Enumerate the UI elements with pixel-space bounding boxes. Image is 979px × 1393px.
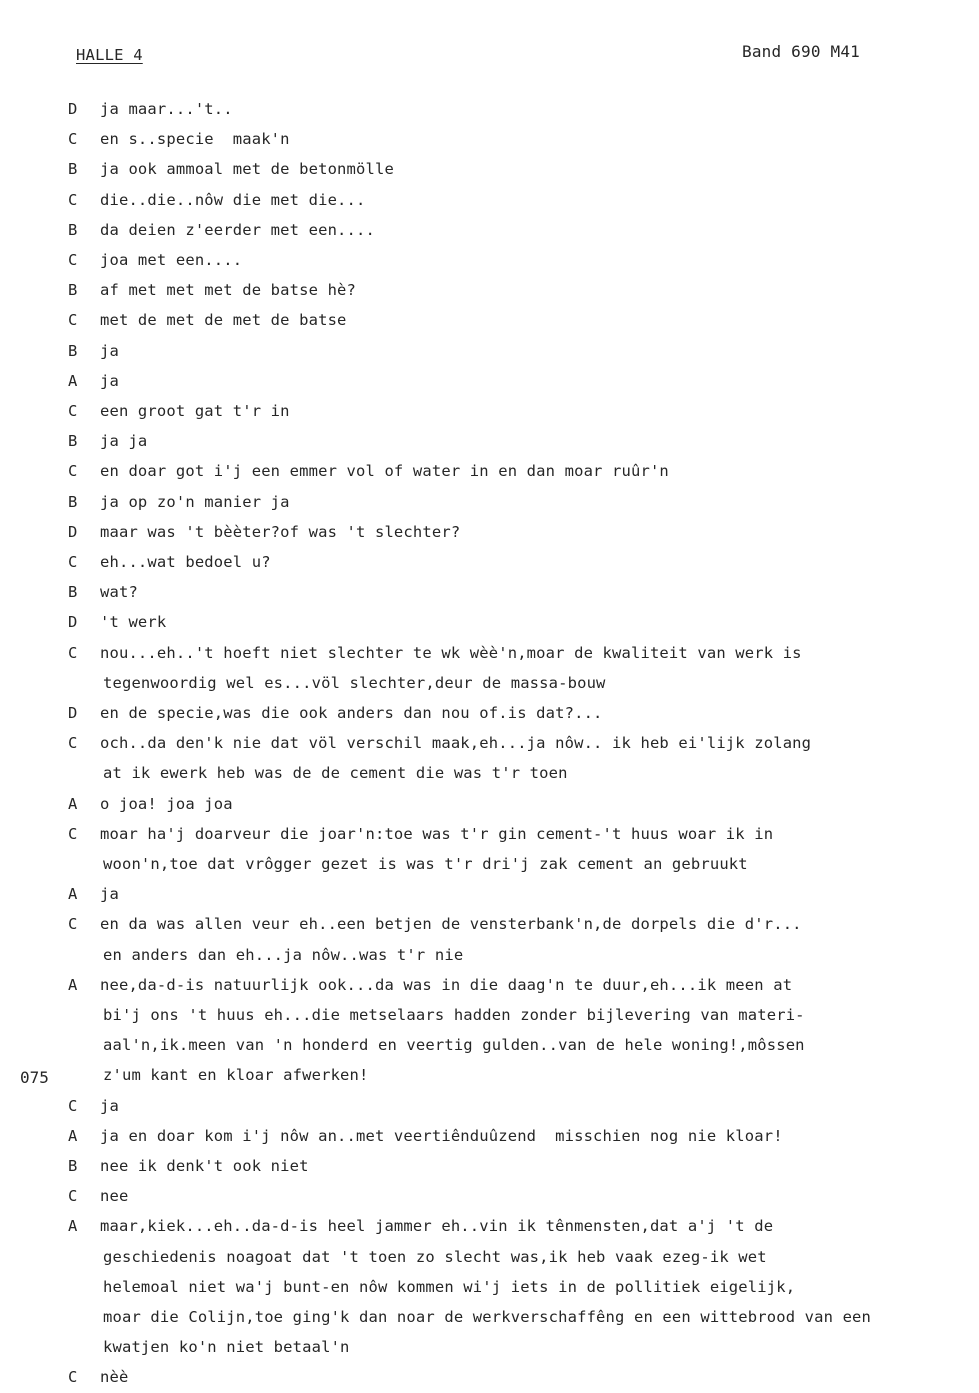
speaker-label: C (68, 915, 78, 933)
transcript-line (0, 523, 979, 553)
transcript-line (0, 1187, 979, 1217)
transcript-line (0, 1006, 979, 1036)
utterance-text: ja (100, 372, 119, 390)
utterance-text: ja op zo'n manier ja (100, 493, 290, 511)
speaker-label: B (68, 342, 78, 360)
utterance-text: wat? (100, 583, 138, 601)
utterance-text: kwatjen ko'n niet betaal'n (103, 1338, 350, 1356)
transcript-line (0, 1278, 979, 1308)
speaker-label: D (68, 704, 78, 722)
utterance-text: joa met een.... (100, 251, 243, 269)
utterance-text: nèè (100, 1368, 129, 1386)
transcript-line (0, 1368, 979, 1393)
utterance-text: nee ik denk't ook niet (100, 1157, 309, 1175)
transcript-line (0, 583, 979, 613)
utterance-text: met de met de met de batse (100, 311, 347, 329)
transcript-line (0, 1248, 979, 1278)
utterance-text: aal'n,ik.meen van 'n honderd en veertig gulden..van de hele woning!,môssen (103, 1036, 805, 1054)
speaker-label: D (68, 100, 78, 118)
utterance-text: ja (100, 1097, 119, 1115)
utterance-text: eh...wat bedoel u? (100, 553, 271, 571)
utterance-text: ja ook ammoal met de betonmölle (100, 160, 394, 178)
speaker-label: B (68, 281, 78, 299)
transcript-line (0, 372, 979, 402)
utterance-text: en doar got i'j een emmer vol of water in en dan moar ruûr'n (100, 462, 669, 480)
transcript-line (0, 644, 979, 674)
speaker-label: C (68, 462, 78, 480)
transcript-line (0, 946, 979, 976)
speaker-label: C (68, 402, 78, 420)
utterance-text: woon'n,toe dat vrôgger gezet is was t'r dri'j zak cement an gebruukt (103, 855, 748, 873)
speaker-label: C (68, 1097, 78, 1115)
transcript-line (0, 432, 979, 462)
speaker-label: C (68, 1187, 78, 1205)
speaker-label: C (68, 191, 78, 209)
utterance-text: ja ja (100, 432, 148, 450)
utterance-text: z'um kant en kloar afwerken! (103, 1066, 369, 1084)
transcript-line (0, 462, 979, 492)
transcript-line (0, 1127, 979, 1157)
utterance-text: o joa! joa joa (100, 795, 233, 813)
utterance-text: moar ha'j doarveur die joar'n:toe was t'r gin cement-'t huus woar ik in (100, 825, 774, 843)
speaker-label: C (68, 825, 78, 843)
transcript-line (0, 1308, 979, 1338)
transcript-line (0, 130, 979, 160)
transcript-line (0, 311, 979, 341)
transcript-line (0, 825, 979, 855)
transcript-line (0, 764, 979, 794)
utterance-text: tegenwoordig wel es...völ slechter,deur de massa-bouw (103, 674, 606, 692)
speaker-label: A (68, 1217, 78, 1235)
speaker-label: A (68, 372, 78, 390)
utterance-text: at ik ewerk heb was de de cement die was t'r toen (103, 764, 568, 782)
utterance-text: ja maar...'t.. (100, 100, 233, 118)
utterance-text: nee,da-d-is natuurlijk ook...da was in die daag'n te duur,eh...ik meen at (100, 976, 793, 994)
transcript-line (0, 402, 979, 432)
margin-number: 075 (20, 1068, 49, 1087)
speaker-label: B (68, 1157, 78, 1175)
transcript-line (0, 1217, 979, 1247)
utterance-text: helemoal niet wa'j bunt-en nôw kommen wi'j iets in de pollitiek eigelijk, (103, 1278, 796, 1296)
transcript-line (0, 1036, 979, 1066)
speaker-label: B (68, 432, 78, 450)
speaker-label: C (68, 311, 78, 329)
utterance-text: een groot gat t'r in (100, 402, 290, 420)
transcript-line (0, 191, 979, 221)
utterance-text: en s..specie maak'n (100, 130, 290, 148)
band-reference: Band 690 M41 (742, 42, 860, 61)
utterance-text: och..da den'k nie dat völ verschil maak,eh...ja nôw.. ik heb ei'lijk zolang (100, 734, 812, 752)
speaker-label: C (68, 553, 78, 571)
speaker-label: C (68, 734, 78, 752)
transcript-line (0, 100, 979, 130)
transcript-line (0, 1157, 979, 1187)
transcript-line (0, 795, 979, 825)
utterance-text: maar,kiek...eh..da-d-is heel jammer eh..vin ik tênmensten,dat a'j 't de (100, 1217, 774, 1235)
transcript-line (0, 342, 979, 372)
utterance-text: die..die..nôw die met die... (100, 191, 366, 209)
speaker-label: B (68, 221, 78, 239)
utterance-text: moar die Colijn,toe ging'k dan noar de werkverschaffêng en een wittebrood van een (103, 1308, 872, 1326)
speaker-label: C (68, 1368, 78, 1386)
document-title: HALLE 4 (76, 46, 143, 64)
speaker-label: A (68, 976, 78, 994)
transcript-line (0, 160, 979, 190)
speaker-label: C (68, 251, 78, 269)
speaker-label: B (68, 160, 78, 178)
utterance-text: geschiedenis noagoat dat 't toen zo slecht was,ik heb vaak ezeg-ik wet (103, 1248, 767, 1266)
transcript-line (0, 704, 979, 734)
transcript-line (0, 1338, 979, 1368)
speaker-label: B (68, 583, 78, 601)
speaker-label: A (68, 1127, 78, 1145)
transcript-line (0, 855, 979, 885)
utterance-text: 't werk (100, 613, 167, 631)
speaker-label: B (68, 493, 78, 511)
transcript-line (0, 976, 979, 1006)
utterance-text: ja (100, 885, 119, 903)
utterance-text: maar was 't bèèter?of was 't slechter? (100, 523, 461, 541)
transcript-line (0, 221, 979, 251)
transcript-line (0, 1097, 979, 1127)
utterance-text: af met met met de batse hè? (100, 281, 357, 299)
transcript-line (0, 885, 979, 915)
speaker-label: C (68, 644, 78, 662)
speaker-label: D (68, 613, 78, 631)
utterance-text: en da was allen veur eh..een betjen de vensterbank'n,de dorpels die d'r... (100, 915, 802, 933)
speaker-label: A (68, 885, 78, 903)
speaker-label: A (68, 795, 78, 813)
utterance-text: en de specie,was die ook anders dan nou of.is dat?... (100, 704, 603, 722)
utterance-text: ja (100, 342, 119, 360)
transcript-line (0, 613, 979, 643)
speaker-label: D (68, 523, 78, 541)
utterance-text: en anders dan eh...ja nôw..was t'r nie (103, 946, 464, 964)
utterance-text: nee (100, 1187, 129, 1205)
transcript-line (0, 734, 979, 764)
transcript-line (0, 553, 979, 583)
utterance-text: nou...eh..'t hoeft niet slechter te wk wèè'n,moar de kwaliteit van werk is (100, 644, 802, 662)
transcript-line (0, 1066, 979, 1096)
transcript-line (0, 915, 979, 945)
transcript-line (0, 674, 979, 704)
transcript-line (0, 493, 979, 523)
utterance-text: bi'j ons 't huus eh...die metselaars hadden zonder bijlevering van materi- (103, 1006, 805, 1024)
utterance-text: da deien z'eerder met een.... (100, 221, 375, 239)
speaker-label: C (68, 130, 78, 148)
transcript-line (0, 251, 979, 281)
transcript-line (0, 281, 979, 311)
utterance-text: ja en doar kom i'j nôw an..met veertiênduûzend misschien nog nie kloar! (100, 1127, 783, 1145)
